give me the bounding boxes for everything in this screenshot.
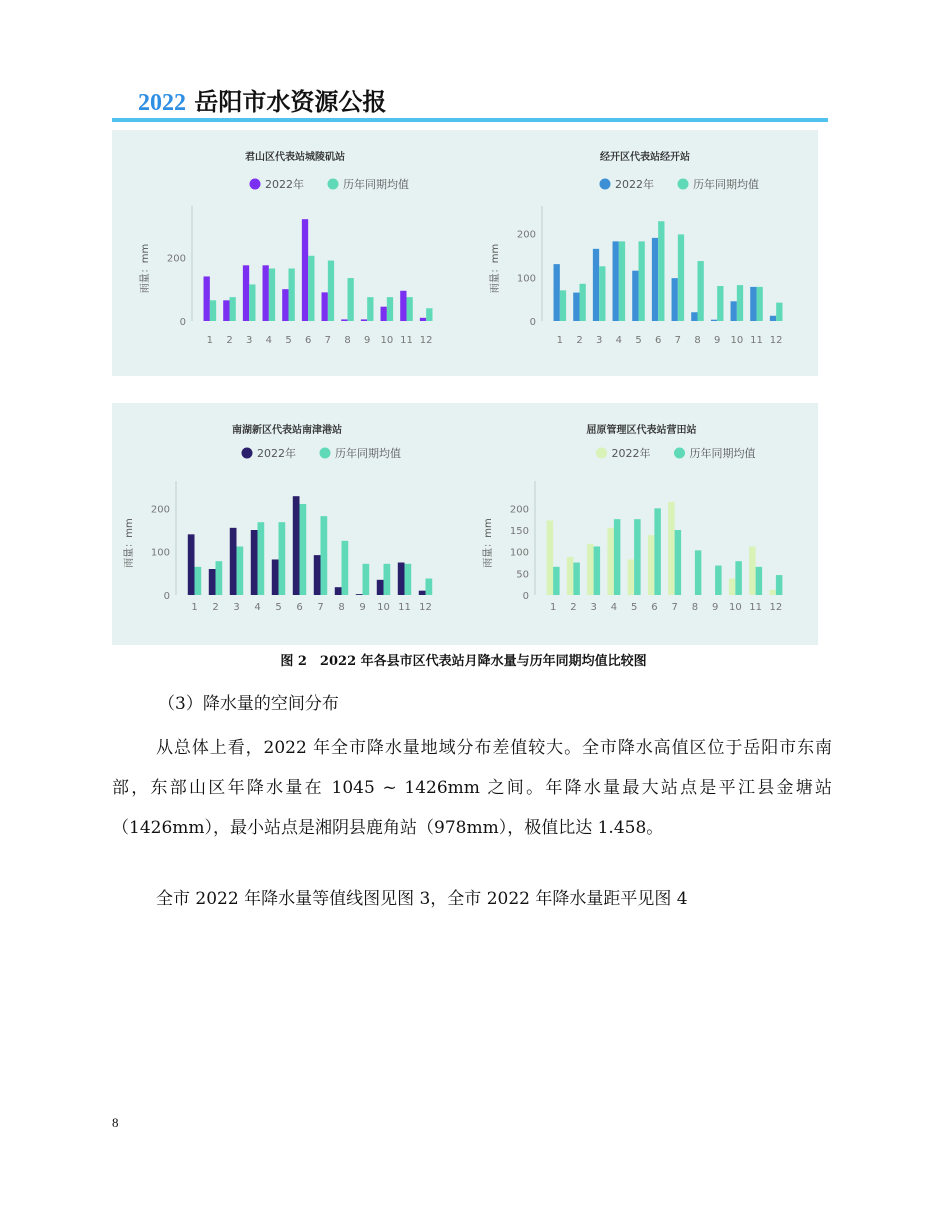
bar-historical-mean: [405, 564, 412, 595]
bar-historical-mean: [426, 308, 432, 321]
bar-historical-mean: [249, 284, 255, 321]
bar-year-2022: [573, 293, 579, 321]
bar-historical-mean: [237, 546, 244, 595]
chart-svg: [470, 413, 810, 635]
bar-year-2022: [356, 594, 363, 595]
x-tick-label: 11: [750, 335, 763, 346]
x-tick-label: 3: [245, 335, 253, 346]
bar-year-2022: [593, 249, 599, 321]
bar-year-2022: [613, 241, 619, 321]
bar-year-2022: [648, 535, 654, 595]
x-tick-label: 8: [691, 602, 699, 613]
x-tick-label: 7: [317, 602, 324, 613]
x-tick-label: 6: [296, 602, 303, 613]
bar-historical-mean: [195, 567, 202, 595]
bar-year-2022: [243, 265, 249, 321]
legend-label: 历年同期均值: [335, 447, 401, 460]
bar-year-2022: [769, 590, 775, 595]
legend-item: [320, 446, 402, 460]
bar-year-2022: [729, 579, 735, 595]
chart-title: 屈原管理区代表站营田站: [586, 425, 697, 436]
x-tick-label: 6: [654, 335, 662, 346]
x-tick-label: 7: [324, 335, 332, 346]
report-header: [138, 82, 386, 117]
x-tick-label: 4: [615, 335, 623, 346]
figure-caption: 图 2 2022 年各县市区代表站月降水量与历年同期均值比较图: [280, 654, 647, 669]
legend-item: [328, 177, 410, 191]
bar-historical-mean: [580, 284, 586, 321]
bar-historical-mean: [387, 297, 393, 321]
y-tick-label: 200: [509, 504, 529, 516]
x-tick-label: 9: [713, 335, 721, 346]
legend-marker: [674, 448, 685, 459]
x-tick-label: 3: [595, 335, 603, 346]
x-tick-label: 11: [749, 602, 762, 613]
bar-historical-mean: [289, 269, 295, 322]
bar-year-2022: [302, 219, 308, 321]
bar-historical-mean: [367, 297, 373, 321]
bar-historical-mean: [698, 261, 704, 321]
bar-historical-mean: [594, 546, 600, 595]
legend-marker: [328, 179, 339, 190]
bar-year-2022: [731, 301, 737, 321]
x-tick-label: 1: [206, 335, 214, 346]
bar-historical-mean: [553, 567, 559, 595]
body-paragraph-2: 全市 2022 年降水量等值线图见图 3，全市 2022 年降水量距平见图 4: [156, 889, 688, 909]
legend-item: [596, 446, 651, 460]
bar-historical-mean: [654, 508, 660, 595]
bar-year-2022: [749, 546, 755, 595]
y-tick-label: 0: [522, 591, 529, 602]
bar-historical-mean: [560, 290, 566, 321]
bar-year-2022: [628, 559, 634, 595]
y-axis-label: 雨量：mm: [124, 518, 135, 568]
bar-year-2022: [770, 316, 776, 321]
y-axis-label: 雨量：mm: [140, 243, 151, 294]
bar-year-2022: [632, 271, 638, 321]
bar-historical-mean: [776, 575, 782, 595]
x-tick-label: 2: [570, 602, 577, 613]
bar-historical-mean: [407, 297, 413, 321]
bar-year-2022: [652, 238, 658, 321]
header-rule: [112, 118, 828, 122]
x-tick-label: 10: [380, 335, 394, 346]
bar-historical-mean: [216, 561, 223, 595]
bar-historical-mean: [321, 516, 328, 595]
bar-year-2022: [750, 287, 756, 321]
x-tick-label: 12: [769, 602, 783, 613]
bar-year-2022: [272, 559, 279, 595]
bar-historical-mean: [258, 522, 265, 595]
legend-label: 2022年: [265, 178, 304, 191]
legend-marker: [250, 179, 261, 190]
bar-historical-mean: [269, 269, 275, 322]
x-tick-label: 8: [344, 335, 351, 346]
chart-jingkai: [470, 138, 810, 360]
bar-historical-mean: [308, 256, 314, 321]
bar-historical-mean: [300, 504, 307, 595]
y-tick-label: 0: [163, 591, 170, 602]
bar-year-2022: [419, 591, 426, 595]
bar-historical-mean: [717, 286, 723, 321]
bar-year-2022: [293, 496, 300, 595]
x-tick-label: 5: [275, 602, 282, 613]
x-tick-label: 5: [630, 602, 638, 613]
x-tick-label: 11: [400, 335, 413, 346]
bar-historical-mean: [384, 564, 391, 595]
bar-historical-mean: [363, 564, 370, 595]
x-tick-label: 10: [729, 602, 742, 613]
x-tick-label: 5: [285, 335, 292, 346]
x-tick-label: 11: [398, 602, 411, 613]
legend-marker: [320, 448, 331, 459]
legend-marker: [600, 179, 611, 190]
x-tick-label: 9: [711, 602, 719, 613]
bar-year-2022: [554, 264, 560, 321]
y-tick-label: 200: [150, 504, 170, 516]
y-tick-label: 0: [179, 317, 186, 328]
x-tick-label: 7: [674, 335, 682, 346]
x-tick-label: 4: [265, 335, 273, 346]
x-tick-label: 9: [359, 602, 366, 613]
x-tick-label: 8: [338, 602, 345, 613]
legend-item: [600, 177, 655, 191]
bar-historical-mean: [210, 300, 216, 321]
chart-quyuan: [470, 413, 810, 635]
x-tick-label: 5: [635, 335, 642, 346]
legend-label: 历年同期均值: [693, 178, 759, 191]
bar-historical-mean: [715, 566, 721, 595]
legend-label: 历年同期均值: [343, 178, 409, 191]
bar-historical-mean: [658, 221, 664, 321]
bar-historical-mean: [776, 303, 782, 321]
bar-year-2022: [230, 528, 237, 595]
bar-historical-mean: [614, 519, 620, 595]
x-tick-label: 2: [576, 335, 583, 346]
bar-historical-mean: [279, 522, 286, 595]
bar-historical-mean: [599, 266, 605, 321]
y-tick-label: 0: [529, 317, 536, 328]
x-tick-label: 10: [377, 602, 390, 613]
y-tick-label: 200: [516, 229, 536, 241]
bar-year-2022: [381, 307, 387, 321]
legend-marker: [596, 448, 607, 459]
legend-item: [674, 446, 756, 460]
bar-year-2022: [377, 580, 384, 595]
y-tick-label: 100: [516, 273, 536, 285]
chart-title: 君山区代表站城陵矶站: [245, 152, 345, 163]
bar-historical-mean: [348, 278, 354, 321]
bar-year-2022: [672, 278, 678, 321]
chart-svg: [120, 413, 460, 635]
x-tick-label: 3: [590, 602, 597, 613]
legend-label: 历年同期均值: [689, 447, 756, 460]
x-tick-label: 7: [671, 602, 678, 613]
chart-svg: [120, 138, 460, 360]
legend-item: [678, 177, 760, 191]
bar-historical-mean: [678, 234, 684, 321]
bar-year-2022: [335, 587, 342, 595]
chart-nanhu: [120, 413, 460, 635]
bar-year-2022: [361, 319, 367, 321]
section-heading: （3）降水量的空间分布: [158, 694, 339, 714]
header-title: 岳阳市水资源公报: [194, 87, 387, 116]
bar-historical-mean: [756, 567, 762, 595]
y-tick-label: 150: [509, 526, 529, 537]
bar-year-2022: [668, 502, 674, 595]
bar-year-2022: [223, 300, 229, 321]
bar-historical-mean: [573, 563, 579, 596]
bar-year-2022: [398, 563, 405, 596]
bar-historical-mean: [328, 261, 334, 321]
x-tick-label: 2: [212, 602, 219, 613]
chart-title: 南湖新区代表站南津港站: [232, 425, 342, 436]
header-year: 2022: [138, 90, 186, 116]
y-tick-label: 50: [516, 569, 529, 581]
legend-marker: [678, 179, 689, 190]
x-tick-label: 6: [304, 335, 312, 346]
bar-year-2022: [547, 520, 553, 595]
bar-historical-mean: [735, 561, 741, 595]
legend-marker: [242, 448, 253, 459]
x-tick-label: 1: [191, 602, 198, 613]
body-paragraph-1: 从总体上看，2022 年全市降水量地域分布差值较大。全市降水高值区位于岳阳市东南部，东部山区年降水量在 1045 ~ 1426mm 之间。年降水量最大站点是平江县金塘站（1426mm），最小站点是湘阴县鹿角站（978mm），极值比达 1.458。: [112, 738, 832, 838]
x-tick-label: 4: [254, 602, 261, 613]
bar-year-2022: [711, 320, 717, 321]
bar-year-2022: [341, 319, 347, 321]
y-tick-label: 200: [166, 253, 186, 265]
bar-year-2022: [209, 569, 216, 595]
bar-historical-mean: [230, 297, 236, 321]
legend-label: 2022年: [257, 447, 296, 460]
chart-junshan: [120, 138, 460, 360]
bar-historical-mean: [737, 285, 743, 321]
bar-year-2022: [251, 530, 258, 595]
x-tick-label: 10: [730, 335, 744, 346]
bar-year-2022: [263, 265, 269, 321]
bar-historical-mean: [675, 530, 681, 595]
chart-title: 经开区代表站经开站: [600, 152, 690, 163]
bar-year-2022: [282, 289, 288, 321]
x-tick-label: 1: [549, 602, 557, 613]
x-tick-label: 3: [233, 602, 240, 613]
page-number: 8: [112, 1115, 119, 1130]
y-axis-label: 雨量：mm: [483, 518, 494, 568]
bar-year-2022: [607, 528, 613, 595]
x-tick-label: 9: [363, 335, 371, 346]
bar-year-2022: [691, 312, 697, 321]
bar-historical-mean: [639, 241, 645, 321]
bar-year-2022: [567, 557, 573, 595]
bar-year-2022: [587, 544, 593, 595]
y-axis-label: 雨量：mm: [490, 243, 501, 294]
bar-year-2022: [400, 291, 406, 321]
x-tick-label: 1: [556, 335, 564, 346]
x-tick-label: 8: [694, 335, 701, 346]
legend-label: 2022年: [611, 447, 651, 460]
bar-year-2022: [314, 555, 321, 595]
y-tick-label: 100: [509, 547, 529, 559]
legend-label: 2022年: [615, 178, 654, 191]
bar-year-2022: [204, 276, 210, 321]
bar-historical-mean: [634, 519, 640, 595]
bar-historical-mean: [757, 287, 763, 321]
bar-historical-mean: [342, 541, 349, 595]
bar-year-2022: [420, 318, 426, 321]
legend-item: [250, 177, 305, 191]
chart-svg: [470, 138, 810, 360]
x-tick-label: 2: [226, 335, 233, 346]
x-tick-label: 12: [419, 602, 432, 613]
bar-year-2022: [188, 534, 195, 595]
bar-historical-mean: [619, 241, 625, 321]
bar-historical-mean: [695, 550, 701, 595]
bar-historical-mean: [426, 579, 433, 595]
y-tick-label: 100: [150, 547, 170, 559]
bar-year-2022: [322, 292, 328, 321]
x-tick-label: 12: [769, 335, 783, 346]
x-tick-label: 4: [610, 602, 618, 613]
x-tick-label: 6: [651, 602, 658, 613]
x-tick-label: 12: [419, 335, 433, 346]
legend-item: [242, 446, 297, 460]
